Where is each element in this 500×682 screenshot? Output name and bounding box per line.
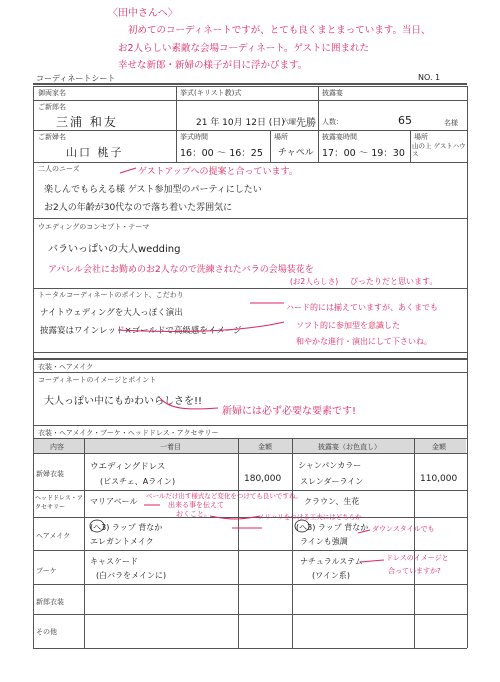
row-dress-price2: 110,000 bbox=[420, 474, 458, 484]
row-bouquet-first-sub: (白バラをメインに) bbox=[96, 571, 167, 580]
note-bouquet-2: 合っていますか? bbox=[388, 567, 441, 575]
rokuyo-value: 先勝 bbox=[296, 118, 316, 129]
row-label-hair: ヘアメイク bbox=[36, 532, 71, 540]
place2-value: 山の上 ゲストハウス bbox=[412, 142, 466, 158]
concept-label: ウエディングのコンセプト・テーマ bbox=[38, 223, 150, 231]
concept-line-2-tail: ぴったりだと思います。 bbox=[350, 277, 438, 286]
needs-comment: ゲストアップへの提案と合っています。 bbox=[138, 167, 298, 177]
row-label-groom: 新郎衣装 bbox=[36, 598, 64, 606]
note-line-2: お2人らしい素敵な会場コーディネート。ゲストに囲まれた bbox=[118, 43, 370, 54]
note-bouquet: ドレスのイメージと bbox=[386, 554, 449, 562]
row-bouquet-second: ナチュラルステム bbox=[300, 557, 363, 566]
guests-value: 65 bbox=[398, 114, 412, 127]
needs-line-2: お2人の年齢が30代なので落ち着いた雰囲気に bbox=[44, 203, 233, 213]
note-hair-2: ダウンスタイルでも bbox=[372, 525, 435, 533]
note-line-3: 幸せな新郎・新婦の様子が目に浮かびます。 bbox=[118, 60, 308, 71]
row-bouquet-first: キャスケード bbox=[90, 557, 138, 566]
sheet-title: コーディネートシート bbox=[36, 74, 116, 83]
bride-label: ご新婦名 bbox=[38, 133, 66, 141]
th-first: 一着目 bbox=[160, 443, 181, 451]
place1-label: 場所 bbox=[274, 133, 288, 141]
guests-unit: 名様 bbox=[444, 119, 458, 127]
note-veil: ベールだけ出す様式など変化をつけても良いですね。 bbox=[146, 492, 302, 500]
concept-line-1: バラいっぱいの大人wedding bbox=[48, 244, 181, 255]
row-label-head: ヘッドドレス・アクセサリー bbox=[35, 495, 83, 511]
image-label: コーディネートのイメージとポイント bbox=[38, 376, 157, 384]
row-label-bouquet: ブーケ bbox=[36, 567, 57, 575]
rokuyo-label: 六曜 bbox=[282, 118, 296, 126]
row-hair-second-sub: ラインも強調 bbox=[300, 537, 348, 546]
row-label-other: その他 bbox=[36, 628, 57, 636]
groom-label: ご新郎名 bbox=[38, 103, 66, 111]
note-line-1: 初めてのコーディネートですが、とても良くまとまっています。当日、 bbox=[128, 25, 431, 36]
style-label: 挙式(キリスト教)式 bbox=[180, 89, 242, 97]
sheet-no-value: 1 bbox=[435, 73, 441, 82]
family-label: 御両家名 bbox=[38, 89, 66, 97]
concept-line-2: アパレル会社にお勤めのお2人なので洗練されたバラの会場装花を bbox=[48, 265, 314, 275]
points-line-2: 披露宴はワインレッド×ゴールドで高級感をイメージ bbox=[40, 326, 242, 336]
reception-label: 披露宴 bbox=[322, 89, 343, 97]
note-veil-3: おくこと。 bbox=[176, 510, 211, 518]
points-label: トータルコーディネートのポイント、こだわり bbox=[38, 291, 184, 299]
row-dress-price: 180,000 bbox=[244, 474, 282, 484]
groom-name: 三浦 和友 bbox=[56, 115, 118, 129]
row-dress-second-sub: スレンダーライン bbox=[300, 477, 364, 486]
ceremony-time-label: 挙式時間 bbox=[180, 133, 208, 141]
place1-value: チャペル bbox=[278, 148, 314, 158]
image-line-1: 大人っぽい中にもかわいらしさを!! bbox=[44, 396, 203, 407]
th-content: 内容 bbox=[50, 443, 64, 451]
needs-label: 二人のニーズ bbox=[38, 165, 80, 173]
costume-label: 衣装・ヘアメイク bbox=[38, 363, 94, 371]
sheet-no bbox=[418, 73, 440, 82]
th-price2: 金額 bbox=[432, 443, 446, 451]
points-comment-1: ハード的には揃えていますが、あくまでも bbox=[286, 303, 438, 312]
row-dress-second: シャンパンカラー bbox=[298, 461, 362, 470]
guests-label: 人数： bbox=[322, 118, 343, 126]
row-dress-first-sub: (ビスチェ、Aライン) bbox=[100, 477, 176, 486]
th-price: 金額 bbox=[258, 443, 272, 451]
image-comment: 新婦には必ず必要な要素です! bbox=[222, 406, 357, 417]
bride-name: 山口 桃子 bbox=[66, 146, 124, 159]
concept-line-2-note: (お2人らしさ) bbox=[290, 277, 339, 286]
row-label-dress: 新婦衣装 bbox=[36, 470, 64, 478]
note-hair: メリハリをつける工夫にはどちらか bbox=[258, 513, 362, 521]
points-comment-2: ソフト的に参加型を意識した bbox=[296, 321, 400, 330]
wedding-date: 21 年 10月 12日 (日) bbox=[196, 118, 285, 128]
reception-time-label: 披露宴時間 bbox=[322, 133, 357, 141]
place2-label: 場所 bbox=[414, 133, 428, 141]
row-head-first: マリアベール bbox=[90, 497, 138, 506]
needs-line-1: 楽しんでもらえる様 ゲスト参加型のパーティにしたい bbox=[44, 185, 262, 195]
points-line-1: ナイトウェディングを大人っぽく演出 bbox=[40, 308, 183, 318]
th-second: 披露宴（お色直し） bbox=[318, 443, 381, 451]
points-comment-3: 和やかな進行・演出にして下さいね。 bbox=[296, 337, 432, 346]
sheet-no-label: NO. bbox=[418, 73, 433, 82]
row-head-second: クラウン、生花 bbox=[304, 497, 360, 506]
note-header: 〈田中さんへ〉 bbox=[108, 8, 178, 19]
ceremony-time-value: 16：00 ～ 16：25 bbox=[180, 148, 263, 159]
row-bouquet-second-sub: (ワイン系) bbox=[312, 571, 351, 580]
reception-time-value: 17：00 ～ 19：30 bbox=[322, 148, 405, 159]
table-section-label: 衣装・ヘアメイク・ブーケ・ヘッドドレス・アクセサリー bbox=[38, 429, 219, 437]
note-veil-2: 出来る事を伝えて bbox=[168, 501, 224, 509]
row-dress-first: ウエディングドレス bbox=[90, 462, 166, 472]
row-hair-first-sub: エレガントメイク bbox=[90, 537, 154, 546]
row-hair-second: (ヘ3) ラップ 背なか bbox=[296, 523, 369, 532]
row-hair-first: (ヘ3) ラップ 背なか bbox=[90, 523, 163, 532]
